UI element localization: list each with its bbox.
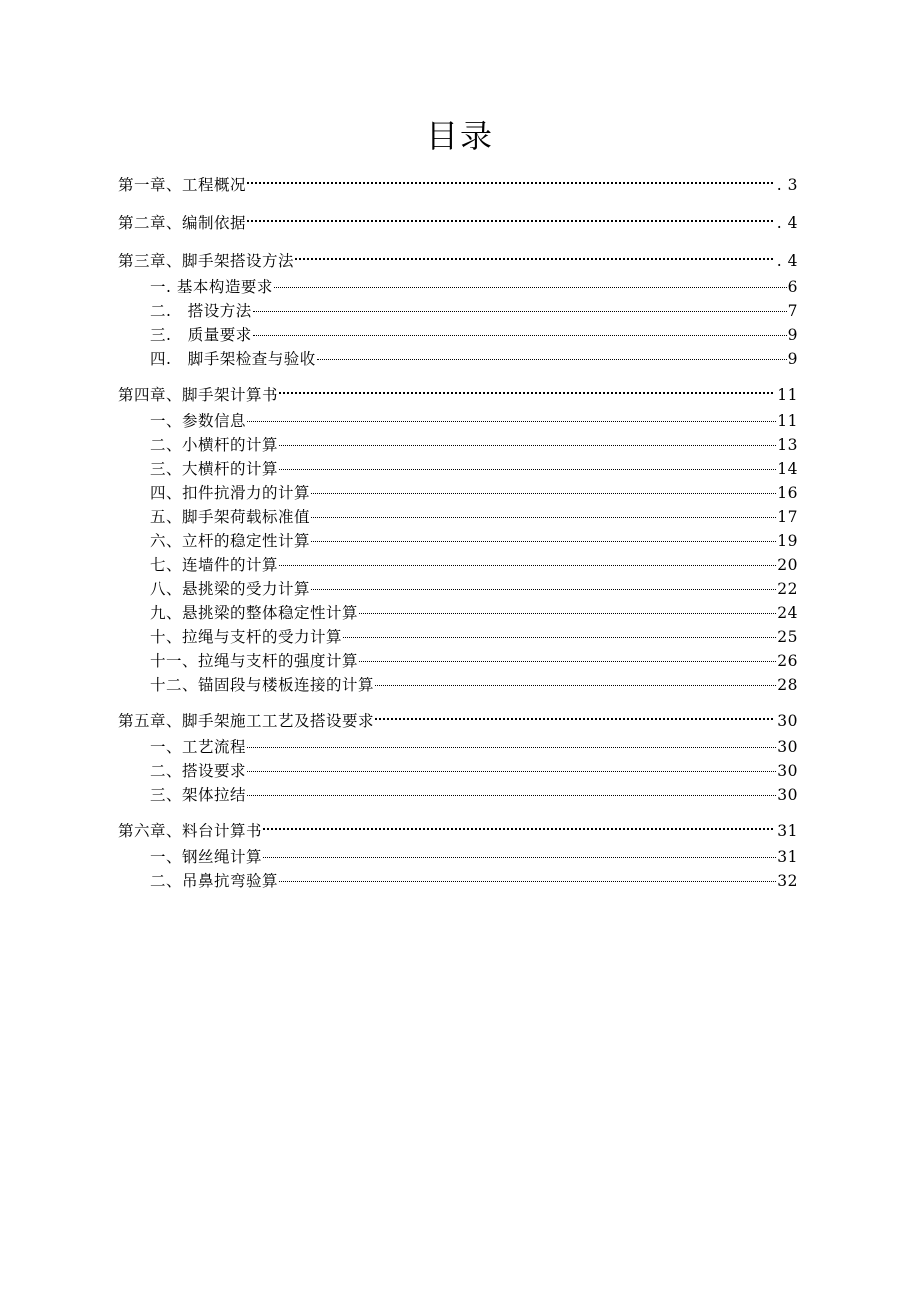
toc-section-label: 三、大横杆的计算 (150, 460, 279, 478)
toc-page-number: 11 (777, 386, 798, 404)
toc-section-entry[interactable] (118, 735, 798, 759)
toc-page-number: 30 (777, 712, 798, 730)
toc-page-number: . 4 (776, 214, 798, 232)
dot-leader (247, 182, 773, 184)
toc-section-label: 三、架体拉结 (150, 786, 247, 804)
toc-chapter-entry[interactable] (118, 172, 798, 199)
dot-leader (247, 220, 773, 222)
dot-leader (247, 795, 776, 796)
toc-section-entry[interactable] (118, 347, 798, 371)
dot-leader (311, 541, 776, 542)
toc-section-label: 三. 质量要求 (150, 326, 252, 344)
toc-section-entry[interactable] (118, 275, 798, 299)
toc-page-number: . 4 (776, 252, 798, 270)
toc-section-entry[interactable] (118, 481, 798, 505)
toc-title: 目录 (425, 117, 494, 155)
toc-page-number: 11 (777, 412, 798, 430)
dot-leader (359, 613, 776, 614)
toc-section-label: 四、扣件抗滑力的计算 (150, 484, 311, 502)
dot-leader (279, 469, 776, 470)
toc-page-number: 9 (787, 326, 798, 344)
dot-leader (263, 828, 773, 830)
dot-leader (311, 589, 776, 590)
dot-leader (253, 335, 787, 336)
toc-section-label: 一、参数信息 (150, 412, 247, 430)
toc-chapter-label: 第三章、脚手架搭设方法 (118, 252, 295, 270)
toc-section-entry[interactable] (118, 649, 798, 673)
toc-page-number: 19 (777, 532, 798, 550)
toc-section-label: 二、小横杆的计算 (150, 436, 279, 454)
toc-section-label: 五、脚手架荷载标准值 (150, 508, 311, 526)
toc-page-number: 20 (777, 556, 798, 574)
dot-leader (274, 287, 787, 288)
toc-page-number: 26 (777, 652, 798, 670)
dot-leader (317, 359, 787, 360)
toc-section-entry[interactable] (118, 409, 798, 433)
toc-section-entry[interactable] (118, 505, 798, 529)
toc-page-number: 32 (777, 872, 798, 890)
toc-chapter-label: 第五章、脚手架施工工艺及搭设要求 (118, 712, 375, 730)
toc-section-entry[interactable] (118, 625, 798, 649)
toc-section-label: 二、吊鼻抗弯验算 (150, 872, 279, 890)
toc-chapter-entry[interactable] (118, 210, 798, 237)
toc-section-entry[interactable] (118, 845, 798, 869)
dot-leader (311, 517, 776, 518)
toc-page-number: 30 (777, 762, 798, 780)
dot-leader (311, 493, 776, 494)
toc-page-number: 9 (787, 350, 798, 368)
toc-page-number: 7 (787, 302, 798, 320)
toc-page-number: 16 (777, 484, 798, 502)
toc-section-entry[interactable] (118, 433, 798, 457)
toc-section-entry[interactable] (118, 783, 798, 807)
toc-section-entry[interactable] (118, 577, 798, 601)
dot-leader (343, 637, 776, 638)
toc-section-entry[interactable] (118, 553, 798, 577)
toc-page-number: 30 (777, 738, 798, 756)
dot-leader (279, 565, 776, 566)
toc-page-number: 17 (777, 508, 798, 526)
toc-section-label: 十二、锚固段与楼板连接的计算 (150, 676, 375, 694)
dot-leader (359, 661, 776, 662)
toc-chapter-entry[interactable] (118, 248, 798, 275)
toc-chapter-label: 第二章、编制依据 (118, 214, 247, 232)
toc-section-label: 一. 基本构造要求 (150, 278, 273, 296)
dot-leader (375, 685, 776, 686)
toc-section-label: 七、连墙件的计算 (150, 556, 279, 574)
toc-chapter-label: 第六章、料台计算书 (118, 822, 263, 840)
dot-leader (253, 311, 787, 312)
dot-leader (279, 445, 776, 446)
toc-chapter-label: 第一章、工程概况 (118, 176, 247, 194)
toc-page-number: 22 (777, 580, 798, 598)
dot-leader (247, 747, 776, 748)
toc-section-label: 二. 搭设方法 (150, 302, 252, 320)
toc-page-number: 28 (777, 676, 798, 694)
toc-section-entry[interactable] (118, 759, 798, 783)
toc-page-number: 24 (777, 604, 798, 622)
toc-section-label: 四. 脚手架检查与验收 (150, 350, 316, 368)
toc-chapter-label: 第四章、脚手架计算书 (118, 386, 279, 404)
toc-section-label: 九、悬挑梁的整体稳定性计算 (150, 604, 359, 622)
toc-page-number: 25 (777, 628, 798, 646)
toc-page-number: 31 (777, 822, 798, 840)
toc-section-entry[interactable] (118, 323, 798, 347)
toc-chapter-entry[interactable] (118, 382, 798, 409)
dot-leader (247, 421, 776, 422)
toc-section-label: 六、立杆的稳定性计算 (150, 532, 311, 550)
toc-page-number: 31 (777, 848, 798, 866)
dot-leader (263, 857, 776, 858)
toc-section-entry[interactable] (118, 299, 798, 323)
toc-chapter-entry[interactable] (118, 708, 798, 735)
toc-page-number: 13 (777, 436, 798, 454)
toc-section-label: 十、拉绳与支杆的受力计算 (150, 628, 343, 646)
toc-section-entry[interactable] (118, 457, 798, 481)
dot-leader (279, 881, 776, 882)
dot-leader (247, 771, 776, 772)
toc-chapter-entry[interactable] (118, 818, 798, 845)
toc-page-number: 14 (777, 460, 798, 478)
dot-leader (279, 392, 773, 394)
toc-section-label: 八、悬挑梁的受力计算 (150, 580, 311, 598)
toc-section-label: 一、工艺流程 (150, 738, 247, 756)
toc-section-entry[interactable] (118, 673, 798, 697)
table-of-contents (118, 170, 798, 893)
toc-section-entry[interactable] (118, 529, 798, 553)
toc-section-label: 十一、拉绳与支杆的强度计算 (150, 652, 359, 670)
dot-leader (295, 258, 773, 260)
toc-page-number: 30 (777, 786, 798, 804)
toc-section-entry[interactable] (118, 869, 798, 893)
toc-page-number: . 3 (776, 176, 798, 194)
toc-section-entry[interactable] (118, 601, 798, 625)
toc-section-label: 二、搭设要求 (150, 762, 247, 780)
dot-leader (375, 718, 773, 720)
toc-page-number: 6 (787, 278, 798, 296)
toc-section-label: 一、钢丝绳计算 (150, 848, 263, 866)
